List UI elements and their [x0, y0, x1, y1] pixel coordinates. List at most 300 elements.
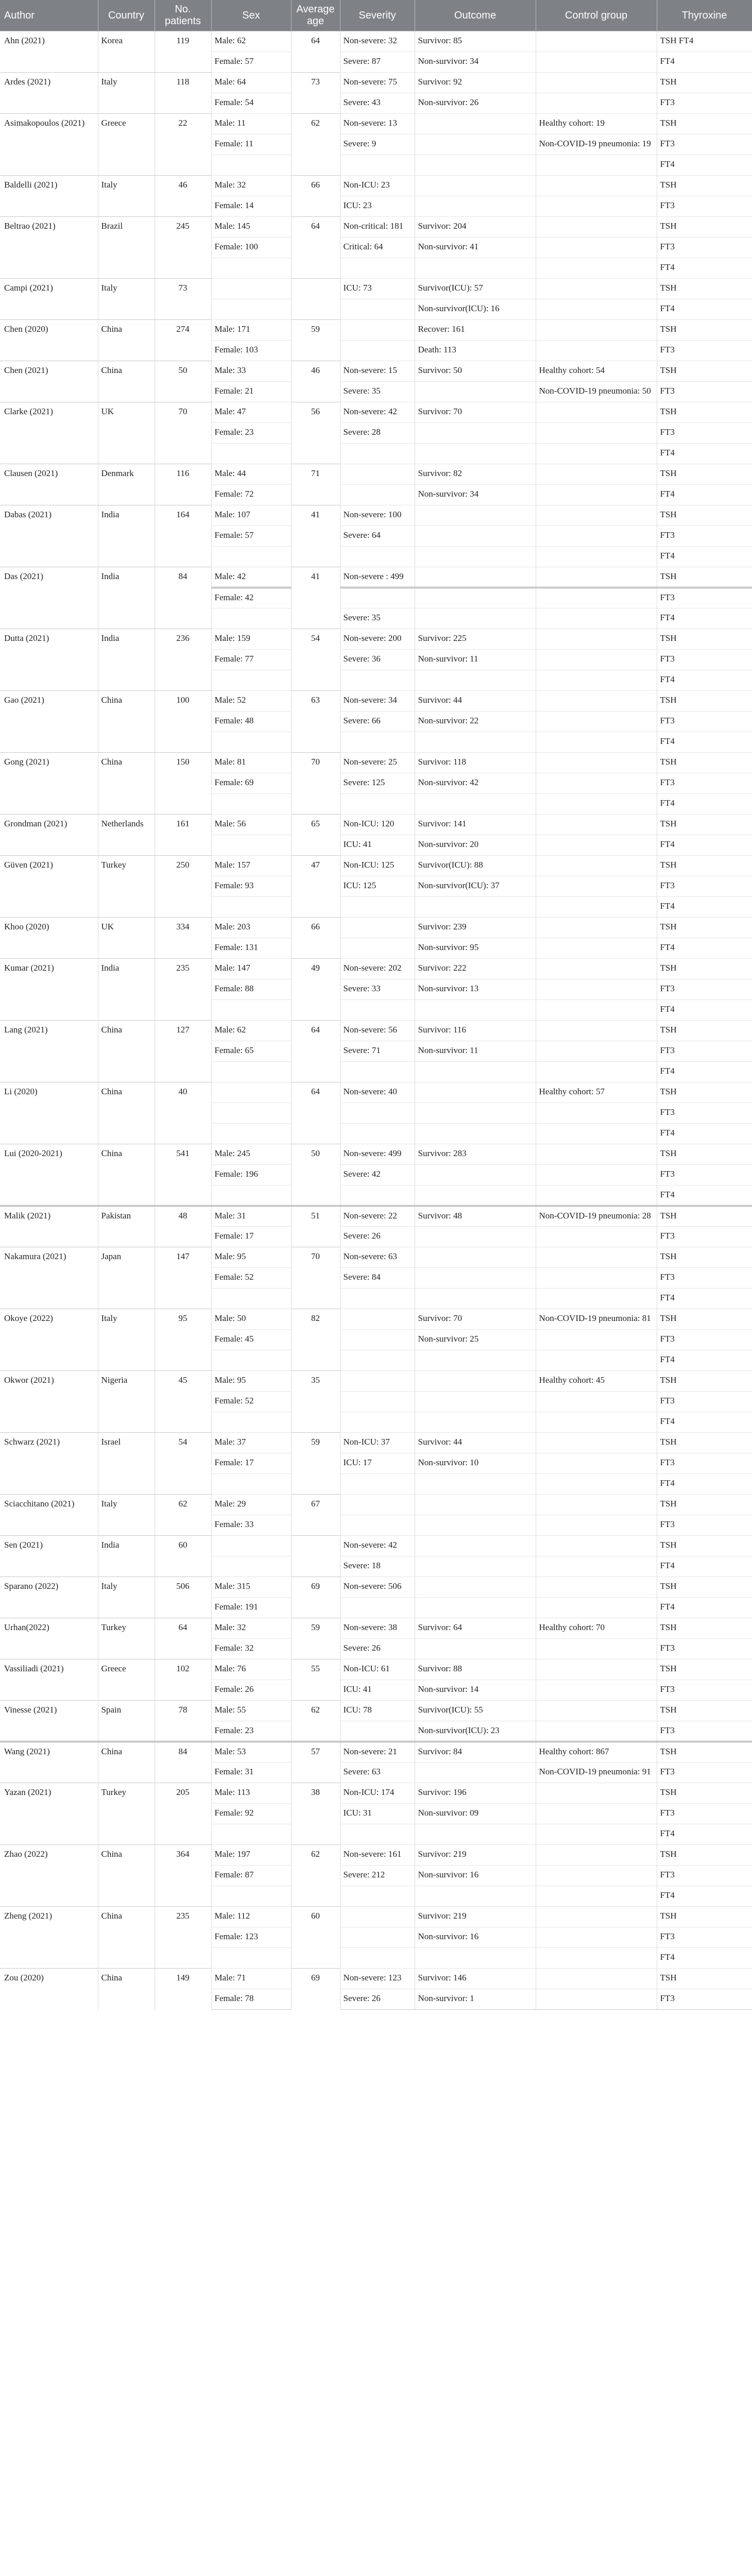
sex-cell [211, 258, 291, 279]
outcome-cell: Survivor: 50 [415, 361, 536, 382]
severity-cell: Non-severe: 42 [340, 1536, 415, 1556]
control-group-cell [536, 1556, 657, 1577]
severity-cell: Severe: 42 [340, 1165, 415, 1185]
severity-cell [340, 320, 415, 341]
table-row [0, 1536, 752, 1556]
thyroxine-cell: FT3 [657, 196, 752, 217]
table-row [0, 114, 752, 134]
table-row [0, 320, 752, 341]
outcome-cell: Non-survivor: 34 [415, 52, 536, 73]
thyroxine-cell: FT4 [657, 1124, 752, 1144]
severity-cell [340, 547, 415, 567]
sex-cell: Male: 81 [211, 753, 291, 773]
severity-cell: Severe: 35 [340, 608, 415, 629]
sex-cell: Female: 54 [211, 93, 291, 114]
age-cell: 70 [291, 753, 340, 815]
thyroxine-cell: TSH [657, 1309, 752, 1330]
thyroxine-cell: FT4 [657, 52, 752, 73]
table-row [0, 1845, 752, 1866]
control-group-cell [536, 1227, 657, 1247]
control-group-cell [536, 1845, 657, 1866]
control-group-cell: Non-COVID-19 pneumonia: 19 [536, 134, 657, 155]
outcome-cell [415, 134, 536, 155]
control-group-cell [536, 1577, 657, 1598]
age-cell: 62 [291, 114, 340, 176]
thyroxine-cell: FT3 [657, 1866, 752, 1886]
sex-cell: Female: 78 [211, 1989, 291, 2010]
sex-cell: Female: 93 [211, 876, 291, 897]
patients-cell: 205 [155, 1783, 211, 1845]
outcome-cell [415, 526, 536, 547]
control-group-cell: Healthy cohort: 867 [536, 1742, 657, 1762]
thyroxine-cell: TSH [657, 629, 752, 650]
country-cell: China [98, 1021, 155, 1082]
control-group-cell: Non-COVID-19 pneumonia: 28 [536, 1206, 657, 1227]
thyroxine-cell: FT3 [657, 773, 752, 794]
sex-cell: Female: 88 [211, 979, 291, 1000]
author-cell: Khoo (2020) [0, 918, 98, 959]
outcome-cell: Survivor: 92 [415, 73, 536, 93]
thyroxine-cell: FT4 [657, 1185, 752, 1206]
sex-cell [211, 1289, 291, 1309]
severity-cell: ICU: 73 [340, 279, 415, 299]
table-row [0, 361, 752, 382]
thyroxine-cell: TSH [657, 320, 752, 341]
control-group-cell [536, 1124, 657, 1144]
thyroxine-cell: FT4 [657, 1824, 752, 1845]
severity-cell: Severe: 9 [340, 134, 415, 155]
outcome-cell: Non-survivor: 34 [415, 485, 536, 505]
severity-cell: Severe: 212 [340, 1866, 415, 1886]
severity-cell [340, 588, 415, 608]
patients-cell: 235 [155, 959, 211, 1021]
outcome-cell [415, 1268, 536, 1289]
control-group-cell [536, 794, 657, 815]
thyroxine-cell: FT4 [657, 1000, 752, 1021]
severity-cell [340, 1824, 415, 1845]
table-row [0, 176, 752, 196]
table-row [0, 1144, 752, 1165]
author-cell: Gong (2021) [0, 753, 98, 815]
thyroxine-cell: FT3 [657, 711, 752, 732]
table-row [0, 217, 752, 238]
author-cell: Urhan(2022) [0, 1618, 98, 1659]
thyroxine-cell: TSH [657, 505, 752, 526]
country-cell: Spain [98, 1701, 155, 1742]
author-cell: Okoye (2022) [0, 1309, 98, 1371]
sex-cell [211, 1886, 291, 1907]
severity-cell: Severe: 26 [340, 1639, 415, 1659]
country-cell: Brazil [98, 217, 155, 279]
severity-cell: Severe: 125 [340, 773, 415, 794]
severity-cell: Non-severe: 13 [340, 114, 415, 134]
author-cell: Güven (2021) [0, 856, 98, 918]
country-cell: Pakistan [98, 1206, 155, 1247]
age-cell: 62 [291, 1701, 340, 1742]
thyroxine-cell: FT4 [657, 1886, 752, 1907]
sex-cell: Male: 107 [211, 505, 291, 526]
country-cell: India [98, 567, 155, 629]
severity-cell: Non-ICU: 37 [340, 1433, 415, 1453]
thyroxine-cell: FT4 [657, 1598, 752, 1618]
control-group-cell [536, 650, 657, 670]
age-cell: 35 [291, 1371, 340, 1433]
header-severity: Severity [340, 0, 415, 31]
severity-cell: Non-severe: 34 [340, 691, 415, 711]
sex-cell: Male: 203 [211, 918, 291, 938]
severity-cell: Non-severe: 22 [340, 1206, 415, 1227]
control-group-cell [536, 155, 657, 176]
age-cell: 57 [291, 1742, 340, 1783]
severity-cell: Severe: 28 [340, 423, 415, 444]
control-group-cell [536, 1021, 657, 1041]
outcome-cell: Non-survivor: 16 [415, 1927, 536, 1948]
patients-cell: 118 [155, 73, 211, 114]
control-group-cell [536, 1598, 657, 1618]
thyroxine-cell: TSH [657, 856, 752, 876]
sex-cell: Female: 87 [211, 1866, 291, 1886]
sex-cell: Male: 159 [211, 629, 291, 650]
severity-cell: Severe: 26 [340, 1227, 415, 1247]
severity-cell: Non-ICU: 23 [340, 176, 415, 196]
patients-cell: 45 [155, 1371, 211, 1433]
country-cell: China [98, 691, 155, 753]
country-cell: China [98, 1144, 155, 1206]
control-group-cell [536, 1948, 657, 1969]
patients-cell: 149 [155, 1969, 211, 2010]
sex-cell: Female: 31 [211, 1762, 291, 1783]
author-cell: Clarke (2021) [0, 402, 98, 464]
author-cell: Vassiliadi (2021) [0, 1659, 98, 1701]
table-row [0, 753, 752, 773]
outcome-cell: Non-survivor: 16 [415, 1866, 536, 1886]
outcome-cell [415, 196, 536, 217]
sex-cell: Female: 100 [211, 238, 291, 258]
outcome-cell: Death: 113 [415, 341, 536, 361]
patients-cell: 116 [155, 464, 211, 505]
severity-cell: Non-severe: 40 [340, 1082, 415, 1103]
patients-cell: 78 [155, 1701, 211, 1742]
outcome-cell: Non-survivor(ICU): 16 [415, 299, 536, 320]
thyroxine-cell: TSH [657, 1433, 752, 1453]
sex-cell: Male: 245 [211, 1144, 291, 1165]
outcome-cell: Survivor: 70 [415, 1309, 536, 1330]
patients-cell: 250 [155, 856, 211, 918]
sex-cell [211, 1350, 291, 1371]
author-cell: Dabas (2021) [0, 505, 98, 567]
severity-cell: Severe: 26 [340, 1989, 415, 2010]
table-row [0, 1433, 752, 1453]
outcome-cell [415, 382, 536, 402]
outcome-cell: Non-survivor: 42 [415, 773, 536, 794]
age-cell: 41 [291, 567, 340, 629]
age-cell: 69 [291, 1577, 340, 1618]
thyroxine-cell: FT4 [657, 1062, 752, 1082]
severity-cell: Non-ICU: 125 [340, 856, 415, 876]
sex-cell: Female: 32 [211, 1639, 291, 1659]
country-cell: Netherlands [98, 815, 155, 856]
control-group-cell [536, 279, 657, 299]
outcome-cell [415, 1886, 536, 1907]
sex-cell [211, 1948, 291, 1969]
patients-cell: 70 [155, 402, 211, 464]
patients-cell: 541 [155, 1144, 211, 1206]
control-group-cell [536, 711, 657, 732]
patients-cell: 60 [155, 1536, 211, 1577]
sex-cell: Male: 62 [211, 31, 291, 52]
thyroxine-cell: FT3 [657, 588, 752, 608]
patients-cell: 102 [155, 1659, 211, 1701]
severity-cell: Non-ICU: 120 [340, 815, 415, 835]
severity-cell: Severe: 33 [340, 979, 415, 1000]
sex-cell: Male: 55 [211, 1701, 291, 1721]
sex-cell: Male: 76 [211, 1659, 291, 1680]
thyroxine-cell: FT3 [657, 238, 752, 258]
control-group-cell: Healthy cohort: 57 [536, 1082, 657, 1103]
control-group-cell: Non-COVID-19 pneumonia: 50 [536, 382, 657, 402]
severity-cell: Non-severe: 75 [340, 73, 415, 93]
table-row [0, 1618, 752, 1639]
outcome-cell [415, 547, 536, 567]
table-row [0, 629, 752, 650]
outcome-cell [415, 1124, 536, 1144]
sex-cell: Male: 44 [211, 464, 291, 485]
control-group-cell [536, 444, 657, 464]
thyroxine-cell: TSH [657, 114, 752, 134]
sex-cell: Male: 42 [211, 567, 291, 588]
control-group-cell [536, 31, 657, 52]
control-group-cell [536, 1062, 657, 1082]
sex-cell: Female: 123 [211, 1927, 291, 1948]
thyroxine-cell: TSH [657, 1247, 752, 1268]
control-group-cell [536, 1474, 657, 1495]
country-cell: Italy [98, 176, 155, 217]
outcome-cell: Survivor: 85 [415, 31, 536, 52]
severity-cell: Non-ICU: 174 [340, 1783, 415, 1804]
control-group-cell [536, 1721, 657, 1742]
severity-cell: Severe: 64 [340, 526, 415, 547]
thyroxine-cell: FT4 [657, 670, 752, 691]
sex-cell: Female: 52 [211, 1392, 291, 1412]
outcome-cell [415, 1762, 536, 1783]
severity-cell [340, 1598, 415, 1618]
patients-cell: 147 [155, 1247, 211, 1309]
severity-cell [340, 258, 415, 279]
table-row [0, 1495, 752, 1515]
thyroxine-cell: FT4 [657, 299, 752, 320]
severity-cell: Severe: 36 [340, 650, 415, 670]
table-row [0, 1206, 752, 1227]
thyroxine-cell: TSH [657, 753, 752, 773]
thyroxine-cell: TSH [657, 815, 752, 835]
age-cell: 41 [291, 505, 340, 567]
outcome-cell: Survivor: 44 [415, 691, 536, 711]
table-row [0, 1783, 752, 1804]
author-cell: Chen (2021) [0, 361, 98, 402]
control-group-cell [536, 938, 657, 959]
age-cell: 49 [291, 959, 340, 1021]
sex-cell: Female: 23 [211, 1721, 291, 1742]
country-cell: Denmark [98, 464, 155, 505]
control-group-cell [536, 1680, 657, 1701]
severity-cell [340, 1062, 415, 1082]
outcome-cell [415, 1515, 536, 1536]
outcome-cell [415, 1577, 536, 1598]
outcome-cell [415, 114, 536, 134]
sex-cell [211, 1824, 291, 1845]
control-group-cell [536, 1392, 657, 1412]
thyroxine-cell: FT4 [657, 794, 752, 815]
table-row [0, 1969, 752, 1989]
outcome-cell: Recover: 161 [415, 320, 536, 341]
thyroxine-cell: TSH [657, 1495, 752, 1515]
patients-cell: 95 [155, 1309, 211, 1371]
control-group-cell [536, 1536, 657, 1556]
sex-cell [211, 1185, 291, 1206]
thyroxine-cell: FT3 [657, 1515, 752, 1536]
outcome-cell [415, 1824, 536, 1845]
outcome-cell: Survivor: 222 [415, 959, 536, 979]
severity-cell: Severe: 43 [340, 93, 415, 114]
sex-cell: Male: 31 [211, 1206, 291, 1227]
control-group-cell [536, 959, 657, 979]
severity-cell [340, 1948, 415, 1969]
sex-cell: Male: 95 [211, 1247, 291, 1268]
thyroxine-cell: FT4 [657, 258, 752, 279]
table-row [0, 856, 752, 876]
author-cell: Clausen (2021) [0, 464, 98, 505]
thyroxine-cell: TSH [657, 1536, 752, 1556]
patients-cell: 235 [155, 1907, 211, 1969]
severity-cell: Non-severe: 100 [340, 505, 415, 526]
outcome-cell: Non-survivor: 25 [415, 1330, 536, 1350]
thyroxine-cell: FT3 [657, 1165, 752, 1185]
thyroxine-cell: FT3 [657, 1041, 752, 1062]
outcome-cell: Survivor: 82 [415, 464, 536, 485]
severity-cell: ICU: 31 [340, 1804, 415, 1824]
control-group-cell [536, 196, 657, 217]
severity-cell: Severe: 71 [340, 1041, 415, 1062]
sex-cell [211, 1000, 291, 1021]
age-cell: 55 [291, 1659, 340, 1701]
thyroxine-cell: FT4 [657, 732, 752, 753]
header-patients: No. patients [155, 0, 211, 31]
sex-cell: Female: 57 [211, 52, 291, 73]
outcome-cell: Non-survivor: 20 [415, 835, 536, 856]
severity-cell: Severe: 66 [340, 711, 415, 732]
table-row [0, 1742, 752, 1762]
thyroxine-cell: TSH [657, 1618, 752, 1639]
sex-cell: Female: 131 [211, 938, 291, 959]
patients-cell: 73 [155, 279, 211, 320]
sex-cell [211, 670, 291, 691]
thyroxine-cell: FT3 [657, 1680, 752, 1701]
thyroxine-cell: FT3 [657, 1804, 752, 1824]
control-group-cell [536, 341, 657, 361]
country-cell: India [98, 505, 155, 567]
severity-cell: ICU: 17 [340, 1453, 415, 1474]
control-group-cell [536, 588, 657, 608]
age-cell: 60 [291, 1907, 340, 1969]
control-group-cell [536, 464, 657, 485]
severity-cell [340, 155, 415, 176]
thyroxine-cell: TSH [657, 1021, 752, 1041]
outcome-cell: Non-survivor: 10 [415, 1453, 536, 1474]
control-group-cell [536, 1268, 657, 1289]
control-group-cell [536, 1000, 657, 1021]
sex-cell: Female: 65 [211, 1041, 291, 1062]
control-group-cell [536, 1989, 657, 2010]
country-cell: Turkey [98, 1783, 155, 1845]
patients-cell: 274 [155, 320, 211, 361]
patients-cell: 245 [155, 217, 211, 279]
country-cell: Italy [98, 1309, 155, 1371]
country-cell: China [98, 1969, 155, 2010]
control-group-cell [536, 258, 657, 279]
control-group-cell: Non-COVID-19 pneumonia: 91 [536, 1762, 657, 1783]
header-author: Author [0, 0, 98, 31]
severity-cell [340, 938, 415, 959]
severity-cell: Severe: 35 [340, 382, 415, 402]
outcome-cell [415, 1227, 536, 1247]
control-group-cell [536, 1289, 657, 1309]
control-group-cell [536, 1412, 657, 1433]
thyroxine-cell: TSH [657, 1701, 752, 1721]
author-cell: Zhao (2022) [0, 1845, 98, 1907]
country-cell: China [98, 1845, 155, 1907]
outcome-cell [415, 155, 536, 176]
thyroxine-cell: TSH [657, 464, 752, 485]
severity-cell: Severe: 63 [340, 1762, 415, 1783]
sex-cell: Female: 103 [211, 341, 291, 361]
thyroxine-cell: FT3 [657, 1330, 752, 1350]
author-cell: Lang (2021) [0, 1021, 98, 1082]
severity-cell [340, 1330, 415, 1350]
outcome-cell: Survivor: 283 [415, 1144, 536, 1165]
sex-cell [211, 1124, 291, 1144]
thyroxine-cell: FT3 [657, 876, 752, 897]
outcome-cell [415, 1103, 536, 1124]
thyroxine-cell: TSH [657, 279, 752, 299]
thyroxine-cell: FT4 [657, 608, 752, 629]
sex-cell: Female: 191 [211, 1598, 291, 1618]
sex-cell: Male: 33 [211, 361, 291, 382]
table-row [0, 1247, 752, 1268]
outcome-cell: Survivor: 70 [415, 402, 536, 423]
outcome-cell [415, 1392, 536, 1412]
table-row [0, 1907, 752, 1927]
sex-cell: Female: 23 [211, 423, 291, 444]
thyroxine-cell: FT4 [657, 1474, 752, 1495]
author-cell: Gao (2021) [0, 691, 98, 753]
severity-cell: Non-severe : 499 [340, 567, 415, 588]
thyroxine-cell: TSH [657, 1969, 752, 1989]
sex-cell: Male: 56 [211, 815, 291, 835]
outcome-cell [415, 1165, 536, 1185]
age-cell: 50 [291, 1144, 340, 1206]
country-cell: Italy [98, 279, 155, 320]
thyroxine-cell: FT4 [657, 938, 752, 959]
country-cell: Italy [98, 73, 155, 114]
control-group-cell [536, 402, 657, 423]
severity-cell: Severe: 84 [340, 1268, 415, 1289]
control-group-cell [536, 238, 657, 258]
outcome-cell: Non-survivor: 22 [415, 711, 536, 732]
age-cell: 73 [291, 73, 340, 114]
thyroxine-cell: FT3 [657, 1927, 752, 1948]
sex-cell [211, 279, 291, 299]
sex-cell [211, 794, 291, 815]
